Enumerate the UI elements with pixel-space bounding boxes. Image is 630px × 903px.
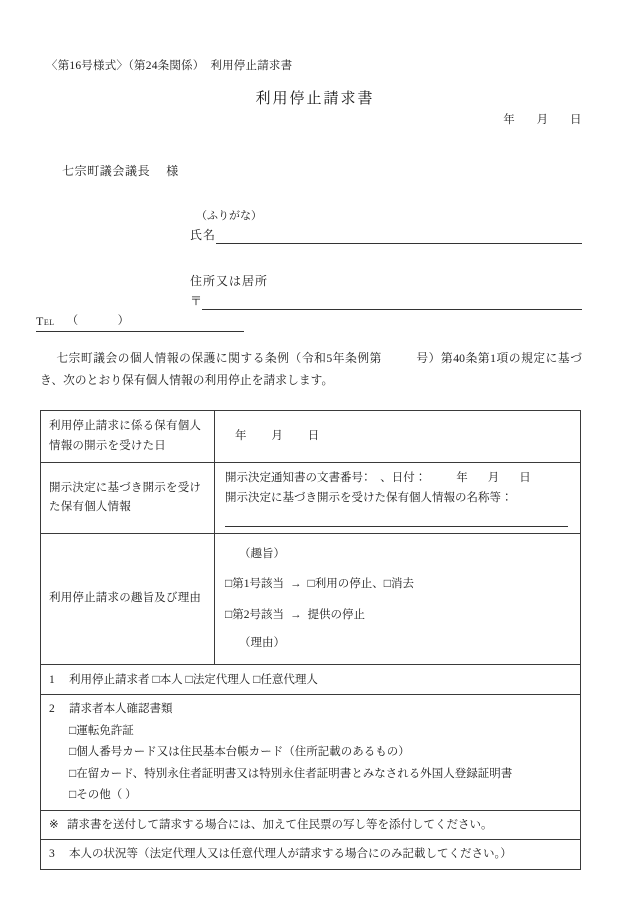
telephone-label: Tel: [36, 314, 55, 328]
statement-text-before: 七宗町議会の個人情報の保護に関する条例（令和5年条例第: [56, 352, 382, 365]
option1-sub1-label: 利用の停止、: [314, 578, 384, 591]
submission-date-line: [503, 112, 582, 129]
addressee-honorific: 様: [166, 164, 179, 178]
label-residence-card: 在留カード、特別永住者証明書又は特別永住者証明書とみなされる外国人登録証明書: [76, 767, 513, 780]
checkbox-mynumber-card-icon[interactable]: □: [69, 744, 77, 759]
arrow-icon-1: →: [290, 578, 302, 591]
document-title: 利用停止請求書: [255, 91, 375, 107]
table-row-mail-note: [41, 810, 581, 839]
checkbox-erase-icon[interactable]: □: [383, 576, 391, 591]
table-row-purpose-reason: [41, 534, 581, 665]
checkbox-legal-rep-group[interactable]: [186, 674, 251, 686]
checkbox-other-icon[interactable]: □: [69, 787, 77, 802]
disclosed-info-input-rule[interactable]: [225, 512, 568, 527]
table-row-disclosed-info: [41, 463, 581, 534]
option1-label: 第1号該当: [232, 578, 284, 591]
requester-type-cell[interactable]: [41, 665, 581, 695]
checkbox-item1-icon[interactable]: □: [225, 576, 233, 591]
item2-number: 2: [49, 703, 55, 716]
principal-status-cell[interactable]: [41, 840, 581, 869]
choice-self-label: 本人: [159, 674, 183, 686]
notice-number-blank[interactable]: [369, 472, 381, 484]
notice-number-label: 開示決定通知書の文書番号：: [225, 472, 369, 485]
name-field-row: [190, 226, 582, 244]
item3-text: 本人の状況等（法定代理人又は任意代理人が請求する場合にのみ記載してください。）: [69, 848, 512, 861]
notice-date-label: 、日付：: [380, 472, 427, 485]
mail-note-cell: [41, 810, 581, 839]
checkbox-voluntary-rep-icon[interactable]: □: [253, 672, 261, 686]
checkbox-legal-rep-icon[interactable]: □: [185, 672, 193, 686]
row-value-disclosure-date[interactable]: [215, 411, 581, 463]
choice-legal-rep-label: 法定代理人: [192, 674, 251, 686]
notice-day-label: 日: [519, 472, 531, 485]
note-text: 請求書を送付して請求する場合には、加えて住民票の写し等を添付してください。: [67, 818, 493, 831]
option1-sub2-label: 消去: [391, 578, 414, 591]
form-number: 〈第16号様式〉（第24条関係） 利用停止請求書: [46, 60, 293, 72]
row-value-purpose-reason[interactable]: [215, 534, 581, 665]
item1-number: 1: [49, 674, 55, 686]
item3-number: 3: [49, 848, 55, 861]
label-other: その他（ ）: [76, 789, 137, 802]
item2-heading: [49, 699, 572, 719]
checkbox-item2-icon[interactable]: □: [225, 606, 233, 621]
identity-documents-cell[interactable]: [41, 695, 581, 810]
table-row-requester-type: [41, 665, 581, 695]
name-label: 氏名: [190, 227, 217, 242]
purpose-heading: （趣旨）: [239, 547, 285, 560]
item1-label: 利用停止請求者: [69, 674, 150, 686]
main-request-table: [40, 410, 581, 665]
table-row-principal-status: [41, 840, 581, 869]
checkbox-residence-card-icon[interactable]: □: [69, 765, 77, 780]
row-label-disclosure-date: 利用停止請求に係る保有個人情報の開示を受けた日: [41, 411, 215, 463]
notice-year-label: 年: [456, 472, 468, 485]
checkbox-self-icon[interactable]: □: [152, 672, 160, 686]
disclosure-month-label: 月: [271, 429, 283, 442]
notice-date-fields: [426, 472, 531, 484]
telephone-area-code-parens: （ ）: [66, 314, 144, 327]
checkbox-suspend-use-icon[interactable]: □: [307, 576, 315, 591]
date-year-label: 年: [503, 114, 516, 126]
row-value-disclosed-info[interactable]: [215, 463, 581, 534]
attachment-checklist-table: [40, 664, 581, 870]
arrow-icon-2: →: [290, 608, 302, 621]
choice-voluntary-rep-label: 任意代理人: [260, 674, 318, 686]
checkbox-row-mynumber-card[interactable]: [49, 741, 572, 762]
statement-text-after: 号）第40条第1項の規定に基づき、次のとおり保有個人情報の利用停止を請求します。: [40, 352, 582, 387]
request-statement: [40, 348, 582, 391]
postal-field-row: [190, 292, 582, 310]
table-row-identity-documents: [41, 695, 581, 810]
item2-label: 請求者本人確認書類: [69, 703, 173, 716]
row-label-purpose-reason: 利用停止請求の趣旨及び理由: [41, 534, 215, 665]
notice-document-number-line: [225, 469, 572, 489]
option2-result-label: 提供の停止: [307, 608, 365, 621]
address-label: 住所又は居所: [190, 274, 269, 288]
label-mynumber-card: 個人番号カード又は住民基本台帳カード（住所記載のあるもの）: [76, 746, 410, 759]
row-label-disclosed-info: 開示決定に基づき開示を受けた保有個人情報: [41, 463, 215, 534]
checkbox-self-group[interactable]: [152, 674, 182, 686]
option-row-item1[interactable]: [225, 573, 572, 595]
checkbox-voluntary-rep-group[interactable]: [253, 674, 318, 686]
applicant-name-block: [190, 208, 582, 244]
option2-label: 第2号該当: [232, 608, 284, 621]
option-row-item2[interactable]: [225, 604, 572, 626]
checkbox-row-drivers-license[interactable]: [49, 720, 572, 741]
disclosure-year-label: 年: [235, 429, 247, 442]
note-mark-icon: ※: [49, 818, 59, 831]
date-month-label: 月: [536, 114, 549, 126]
addressee: [62, 162, 179, 180]
postal-mark-icon: 〒: [190, 294, 203, 308]
table-row-disclosure-date: [41, 411, 581, 463]
disclosure-day-label: 日: [307, 429, 320, 442]
date-day-label: 日: [570, 114, 582, 126]
addressee-name: 七宗町議会議長: [62, 164, 151, 178]
address-input-rule[interactable]: [202, 296, 582, 310]
disclosed-info-name-line: 開示決定に基づき開示を受けた保有個人情報の名称等：: [225, 491, 513, 504]
reason-heading: （理由）: [239, 637, 285, 650]
notice-month-label: 月: [487, 472, 500, 485]
telephone-field-row[interactable]: [36, 312, 244, 332]
name-input-rule[interactable]: [216, 230, 582, 244]
checkbox-drivers-license-icon[interactable]: □: [69, 722, 77, 737]
checkbox-row-residence-card[interactable]: [49, 763, 572, 784]
label-drivers-license: 運転免許証: [76, 724, 134, 737]
applicant-address-block: [190, 272, 582, 310]
checkbox-row-other[interactable]: [49, 784, 572, 805]
furigana-label: （ふりがな）: [196, 210, 262, 222]
